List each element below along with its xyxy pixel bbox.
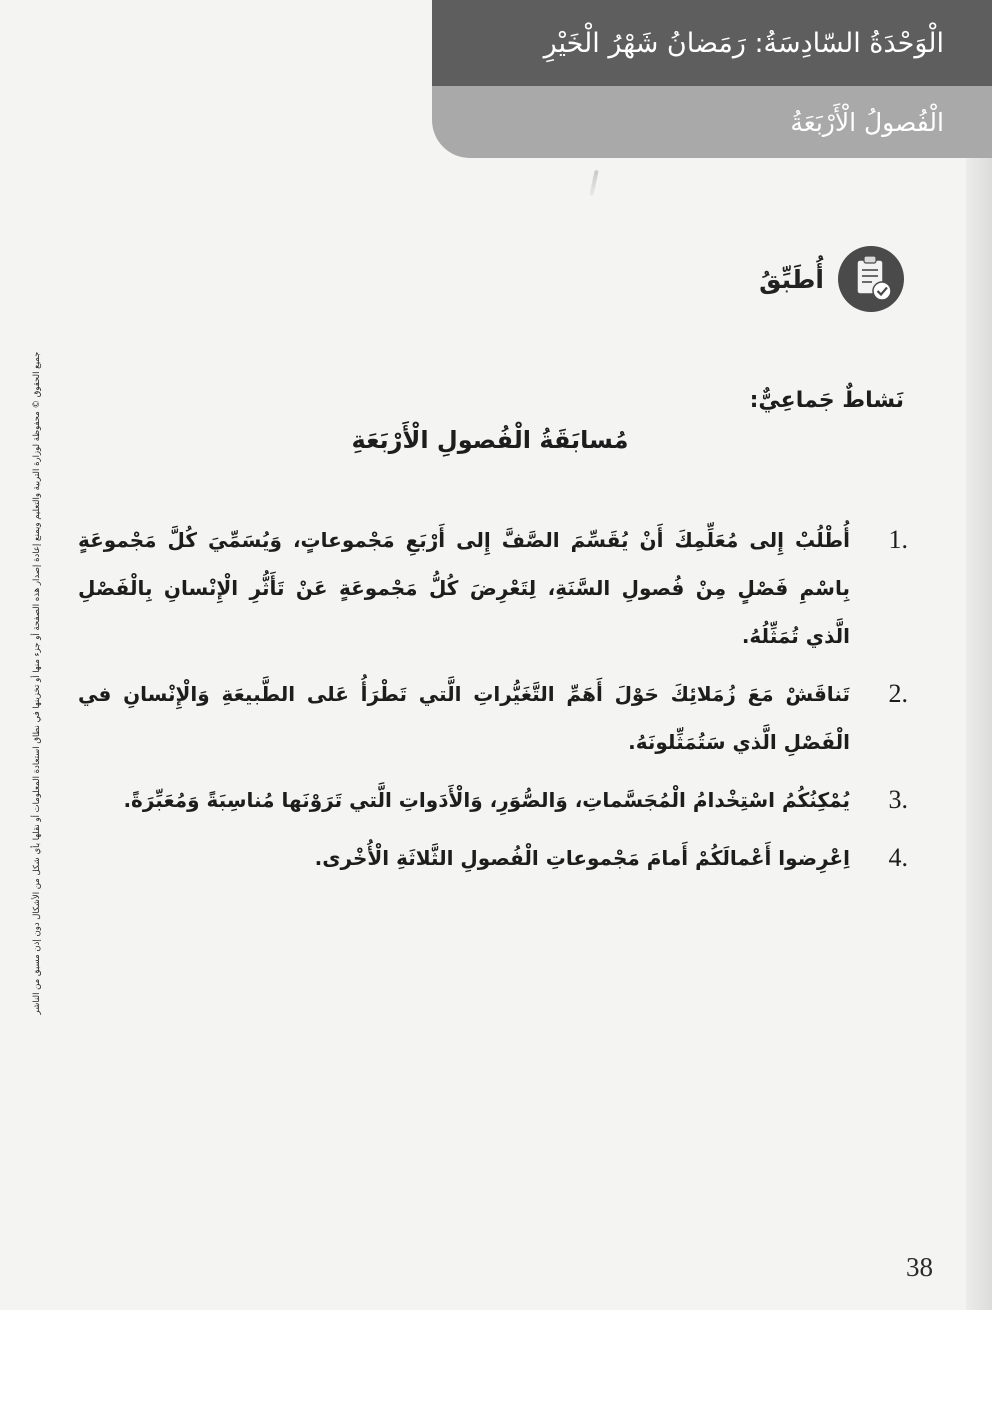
list-item-number: 2.: [888, 679, 908, 708]
activity-label: نَشاطٌ جَماعِيٌّ:: [749, 388, 904, 413]
list-item-text: يُمْكِنُكُمُ اسْتِخْدامُ الْمُجَسَّماتِ، وَالصُّوَرِ، وَالْأَدَواتِ الَّتي تَرَوْنَها مُناسِبَةً وَمُعَبِّرَةً.: [123, 788, 850, 812]
page-number: 38: [906, 1252, 933, 1282]
scan-bottom-margin: [0, 1310, 992, 1402]
list-item-number: 4.: [888, 843, 908, 872]
list-item: [78, 776, 908, 824]
apply-label: أُطَبِّقُ: [759, 264, 824, 294]
unit-title: الْوَحْدَةُ السّادِسَةُ: رَمَضانُ شَهْرُ الْخَيْرِ: [543, 27, 944, 59]
copyright-margin-note: جميع الحقوق © محفوظة لوزارة التربية والتعليم ويمنع إعادة إصدار هذه الصفحة أو جزء منها أو تخزينها في نطاق استعادة المعلومات أو نقلها بأي شكل من الأشكال دون إذن مسبق من الناشر: [32, 351, 42, 1015]
page-edge-shadow: [966, 0, 992, 1310]
activity-title: [0, 426, 992, 454]
clipboard-check-icon: [838, 246, 904, 312]
list-item-text: اِعْرِضوا أَعْمالَكُمْ أَمامَ مَجْموعاتِ الْفُصولِ الثَّلاثَةِ الْأُخْرى.: [314, 846, 850, 870]
lesson-header-bar: [432, 86, 992, 158]
list-item: [78, 834, 908, 882]
list-item: [78, 516, 908, 660]
list-item: [78, 670, 908, 766]
list-item-text: أُطْلُبْ إِلى مُعَلِّمِكَ أَنْ يُقَسِّمَ الصَّفَّ إِلى أَرْبَعِ مَجْموعاتٍ، وَيُسَمِّيَ كُلَّ مَجْموعَةٍ بِاسْمِ فَصْلٍ مِنْ فُصولِ السَّنَةِ، لِتَعْرِضَ كُلُّ مَجْموعَةٍ عَنْ تَأَثُّرِ الْإِنْسانِ بِالْفَصْلِ الَّذي تُمَثِّلُهُ.: [78, 528, 850, 648]
list-item-text: تَناقَشْ مَعَ زُمَلائِكَ حَوْلَ أَهَمِّ التَّغَيُّراتِ الَّتي تَطْرَأُ عَلى الطَّبيعَةِ وَالْإِنْسانِ في الْفَصْلِ الَّذي سَتُمَثِّلونَهُ.: [78, 682, 850, 754]
lesson-title: الْفُصولُ الْأَرْبَعَةُ: [790, 107, 944, 137]
activity-title-text: مُسابَقَةُ الْفُصولِ الْأَرْبَعَةِ: [351, 426, 629, 454]
apply-section: [759, 246, 904, 312]
list-item-number: 1.: [888, 525, 908, 554]
activity-steps-list: [78, 516, 908, 892]
list-item-number: 3.: [888, 785, 908, 814]
scan-artifact: [589, 170, 598, 196]
unit-header-bar: [432, 0, 992, 86]
